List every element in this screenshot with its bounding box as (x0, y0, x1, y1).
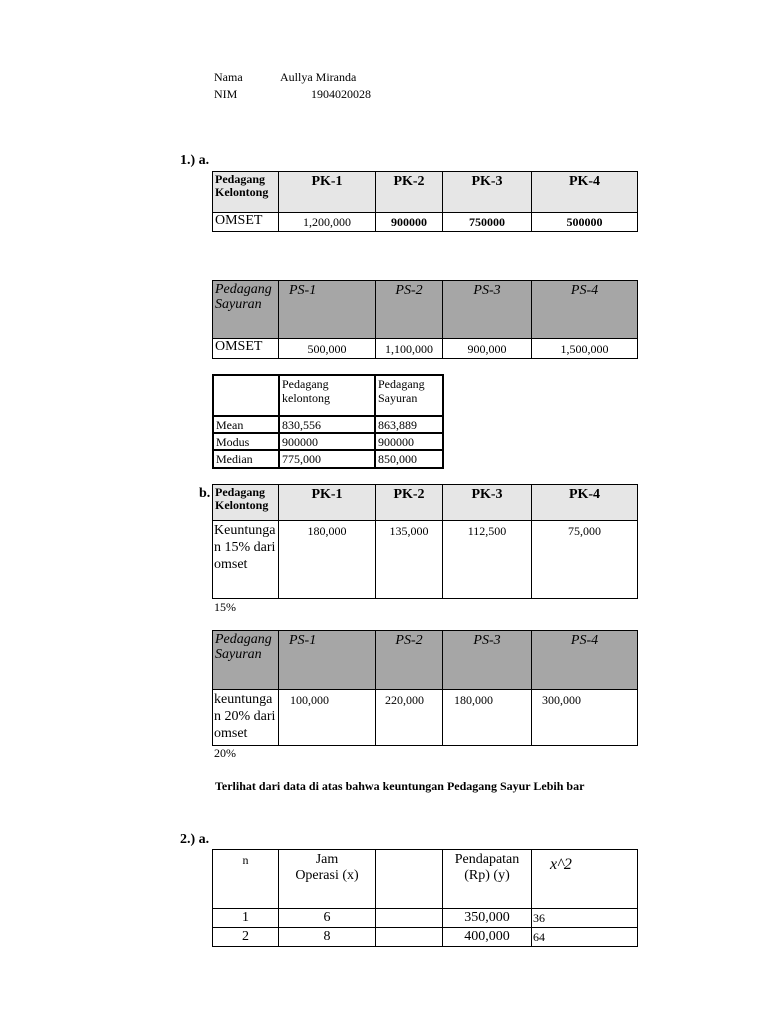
table-cell (375, 927, 443, 947)
column-header: PS-4 (531, 280, 638, 339)
table-cell: 850,000 (374, 449, 444, 469)
column-header: PS-2 (375, 280, 443, 339)
table-cell: 750000 (442, 212, 532, 232)
column-header: PK-3 (442, 484, 532, 521)
corner-line: Pedagang (215, 172, 266, 186)
row-label: Median (212, 449, 280, 469)
column-header (278, 374, 376, 417)
column-header: PK-1 (278, 484, 376, 521)
column-header: PK-4 (531, 171, 638, 213)
table-cell: 1,200,000 (278, 212, 376, 232)
corner-line: Pedagang (215, 282, 272, 297)
table-corner (212, 280, 279, 339)
table-cell: 2 (212, 927, 279, 947)
column-header: PK-4 (531, 484, 638, 521)
column-header: PK-2 (375, 171, 443, 213)
header-line: Pedagang (378, 377, 425, 391)
corner-line: Sayuran (215, 647, 262, 662)
header-line: kelontong (282, 391, 330, 405)
corner-line: Pedagang (215, 632, 272, 647)
label-line: Keuntunga (214, 523, 276, 538)
question-1a-label: 1.) a. (180, 153, 210, 168)
table-cell: 900000 (278, 432, 376, 451)
table-cell: 180,000 (278, 520, 376, 599)
row-label: Mean (212, 415, 280, 434)
label-line: n 20% dari (214, 709, 276, 724)
conclusion-text: Terlihat dari data di atas bahwa keuntungan Pedagang Sayur Lebih bar (215, 779, 585, 793)
column-header: x^2 (531, 849, 638, 909)
corner-line: Pedagang (215, 485, 266, 499)
nim-label: NIM (214, 87, 238, 101)
table-corner (212, 171, 279, 213)
table-cell: 220,000 (375, 689, 443, 746)
table-cell: 75,000 (531, 520, 638, 599)
table-cell: 64 (531, 927, 638, 947)
table-cell: 775,000 (278, 449, 376, 469)
table-corner (212, 484, 279, 521)
table-cell: 400,000 (442, 927, 532, 947)
column-header: PS-2 (375, 630, 443, 690)
label-line: keuntunga (214, 692, 273, 707)
header-line: Sayuran (378, 391, 418, 405)
percent-note: 20% (214, 746, 236, 760)
table-cell: 300,000 (531, 689, 638, 746)
row-label: Modus (212, 432, 280, 451)
header-line: Pedagang (282, 377, 329, 391)
column-header: PK-3 (442, 171, 532, 213)
table-cell: 36 (531, 908, 638, 928)
column-header: PS-1 (278, 280, 376, 339)
column-header: PK-1 (278, 171, 376, 213)
column-header: PS-4 (531, 630, 638, 690)
table-cell (375, 908, 443, 928)
nama-value: Aullya Miranda (280, 70, 357, 84)
corner-line: Sayuran (215, 297, 262, 312)
label-line: n 15% dari (214, 540, 276, 555)
table-cell: 350,000 (442, 908, 532, 928)
row-label (212, 689, 279, 746)
column-header (375, 849, 443, 909)
table-corner (212, 374, 280, 417)
column-header (374, 374, 444, 417)
table-cell: 863,889 (374, 415, 444, 434)
table-cell: 830,556 (278, 415, 376, 434)
table-cell: 6 (278, 908, 376, 928)
column-header: PS-3 (442, 280, 532, 339)
percent-note: 15% (214, 600, 236, 614)
table-cell: 900,000 (442, 338, 532, 359)
table-cell: 500,000 (278, 338, 376, 359)
question-1b-label: b. (199, 486, 211, 501)
column-header: Pendapatan (Rp) (y) (442, 849, 532, 909)
column-header: n (212, 849, 279, 909)
column-header: Jam Operasi (x) (278, 849, 376, 909)
nim-value: 1904020028 (311, 87, 371, 101)
row-label: OMSET (212, 212, 279, 232)
column-header: PK-2 (375, 484, 443, 521)
table-cell: 500000 (531, 212, 638, 232)
table-cell: 1,100,000 (375, 338, 443, 359)
column-header: PS-3 (442, 630, 532, 690)
table-cell: 180,000 (442, 689, 532, 746)
corner-line: Kelontong (215, 498, 269, 512)
row-label (212, 520, 279, 599)
table-corner (212, 630, 279, 690)
corner-line: Kelontong (215, 185, 269, 199)
table-cell: 900000 (375, 212, 443, 232)
table-cell: 1,500,000 (531, 338, 638, 359)
question-2a-label: 2.) a. (180, 832, 210, 847)
table-cell: 135,000 (375, 520, 443, 599)
table-cell: 112,500 (442, 520, 532, 599)
table-cell: 1 (212, 908, 279, 928)
table-cell: 900000 (374, 432, 444, 451)
column-header: PS-1 (278, 630, 376, 690)
label-line: omset (214, 726, 248, 741)
table-cell: 8 (278, 927, 376, 947)
nama-label: Nama (214, 70, 243, 84)
table-cell: 100,000 (278, 689, 376, 746)
label-line: omset (214, 557, 248, 572)
row-label: OMSET (212, 338, 279, 359)
